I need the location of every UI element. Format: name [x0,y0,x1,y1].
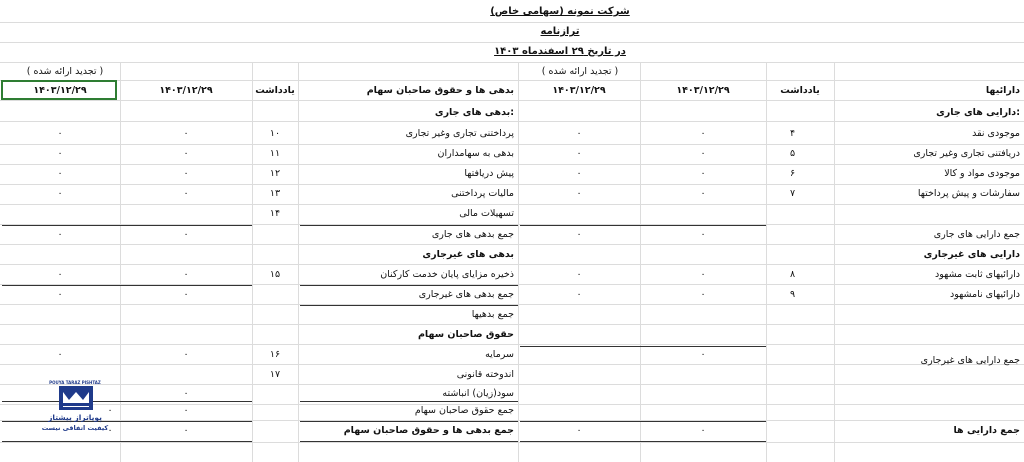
assets-current-total: جمع دارایی های جاری [933,229,1020,240]
liab-label: بدهی به سهامداران [437,148,514,159]
liab-label: پرداختنی تجاری وغیر تجاری [405,128,514,139]
liab-note: ۱۱ [269,148,281,159]
asset-value: ۰ [700,269,706,280]
liab-value: ۰ [57,128,63,139]
asset-value: ۰ [576,128,582,139]
liab-current-heading: بدهی های جاری: [434,107,514,118]
asset-label: موجودی مواد و کالا [944,168,1020,179]
liab-value: ۰ [57,168,63,179]
asset-value: ۰ [700,168,706,179]
liab-current-total: جمع بدهی های جاری [431,229,514,240]
liab-note: ۱۳ [269,188,281,199]
logo-tagline: کیفیت اتفاقی نیست [41,424,109,432]
equity-label: اندوخته قانونی [456,369,514,380]
asset-grand-value: ۰ [576,425,582,436]
asset-label: موجودی نقد [972,128,1020,139]
equity-total-value: ۰ [107,405,113,416]
asset-label: دارائیهای ثابت مشهود [935,269,1020,280]
liab-noncurrent-heading: بدهی های غیرجاری [422,249,514,260]
liab-value: ۰ [57,188,63,199]
liab-total-value: ۰ [183,229,189,240]
equity-total: جمع حقوق صاحبان سهام [414,405,514,416]
asset-grand-value: ۰ [700,425,706,436]
liab-total-value: ۰ [57,229,63,240]
asset-label: سفارشات و پیش پرداختها [917,188,1020,199]
equity-value: ۰ [183,349,189,360]
restated-note-left: ( تجدید ارائه شده ) [26,66,104,77]
liab-value: ۰ [183,128,189,139]
asset-note: ۸ [790,269,796,280]
company-logo [30,380,120,440]
asset-note: ۵ [790,148,796,159]
liab-note: ۱۵ [269,269,281,280]
asset-note: ۶ [790,168,796,179]
equity-label: سرمایه [485,349,514,360]
equity-heading: حقوق صاحبان سهام [417,329,514,340]
liab-value: ۰ [57,148,63,159]
asset-note: ۷ [790,188,796,199]
col-assets: دارائیها [985,85,1020,96]
asset-note: ۴ [790,128,796,139]
asset-value: ۰ [576,289,582,300]
liab-grand-total: جمع بدهی ها و حقوق صاحبان سهام [343,425,514,436]
asset-label: دریافتنی تجاری وغیر تجاری [913,148,1020,159]
asset-value: ۰ [700,128,706,139]
col-date-assets-current: ۱۴۰۳/۱۲/۲۹ [676,85,730,96]
liab-label: تسهیلات مالی [459,208,514,219]
liab-value: ۰ [183,188,189,199]
equity-value: ۰ [57,349,63,360]
liab-note: ۱۰ [269,128,281,139]
col-liabilities: بدهی ها و حقوق صاحبان سهام [366,85,514,96]
equity-label: سود(زیان) انباشته [442,388,514,399]
col-date-liab-current: ۱۴۰۳/۱۲/۲۹ [159,85,213,96]
equity-note: ۱۷ [269,369,281,380]
equity-note: ۱۶ [269,349,281,360]
report-title: ترازنامه [540,26,580,37]
liab-total-value: ۰ [57,289,63,300]
liab-noncurrent-total: جمع بدهی های غیرجاری [418,289,514,300]
asset-note: ۹ [790,289,796,300]
asset-value: ۰ [576,188,582,199]
asset-value: ۰ [576,269,582,280]
liab-label: ذخیره مزایای پایان خدمت کارکنان [380,269,514,280]
asset-total-value: ۰ [700,229,706,240]
company-name: شرکت نمونه (سهامی خاص) [490,6,630,17]
col-note-assets: یادداشت [780,85,820,96]
selected-cell[interactable] [1,80,117,100]
asset-value: ۰ [700,148,706,159]
asset-value: ۰ [700,188,706,199]
liab-value: ۰ [57,269,63,280]
asset-total-value: ۰ [700,349,706,360]
liab-label: مالیات پرداختنی [451,188,514,199]
logo-mark-text: POUYA TARAZ PISHTAZ [49,380,101,385]
liab-total: جمع بدهیها [471,309,514,320]
asset-value: ۰ [576,168,582,179]
liab-grand-value: ۰ [107,425,113,436]
liab-value: ۰ [183,269,189,280]
logo-brand: پویاتراز پیشتاز [48,413,102,422]
liab-note: ۱۲ [269,168,281,179]
assets-noncurrent-heading: دارایی های غیرجاری [923,249,1020,260]
liab-note: ۱۴ [269,208,281,219]
assets-noncurrent-total: جمع دارایی های غیرجاری [920,355,1020,366]
asset-value: ۰ [700,289,706,300]
liab-grand-value: ۰ [183,425,189,436]
asset-value: ۰ [576,148,582,159]
col-date-liab-restated: ۱۴۰۳/۱۲/۲۹ [33,85,87,96]
restated-note-right: ( تجدید ارائه شده ) [541,66,619,77]
liab-value: ۰ [183,168,189,179]
asset-total-value: ۰ [576,229,582,240]
assets-grand-total: جمع دارایی ها [953,425,1020,436]
assets-current-heading: دارایی های جاری: [936,107,1020,118]
liab-label: پیش دریافتها [464,168,514,179]
liab-value: ۰ [183,148,189,159]
equity-total-value: ۰ [183,405,189,416]
col-date-assets-restated: ۱۴۰۳/۱۲/۲۹ [552,85,606,96]
report-date: در تاریخ ۲۹ اسفندماه ۱۴۰۳ [494,46,626,57]
asset-label: دارائیهای نامشهود [950,289,1020,300]
col-note-liab: یادداشت [255,85,295,96]
liab-total-value: ۰ [183,289,189,300]
equity-value: ۰ [183,388,189,399]
